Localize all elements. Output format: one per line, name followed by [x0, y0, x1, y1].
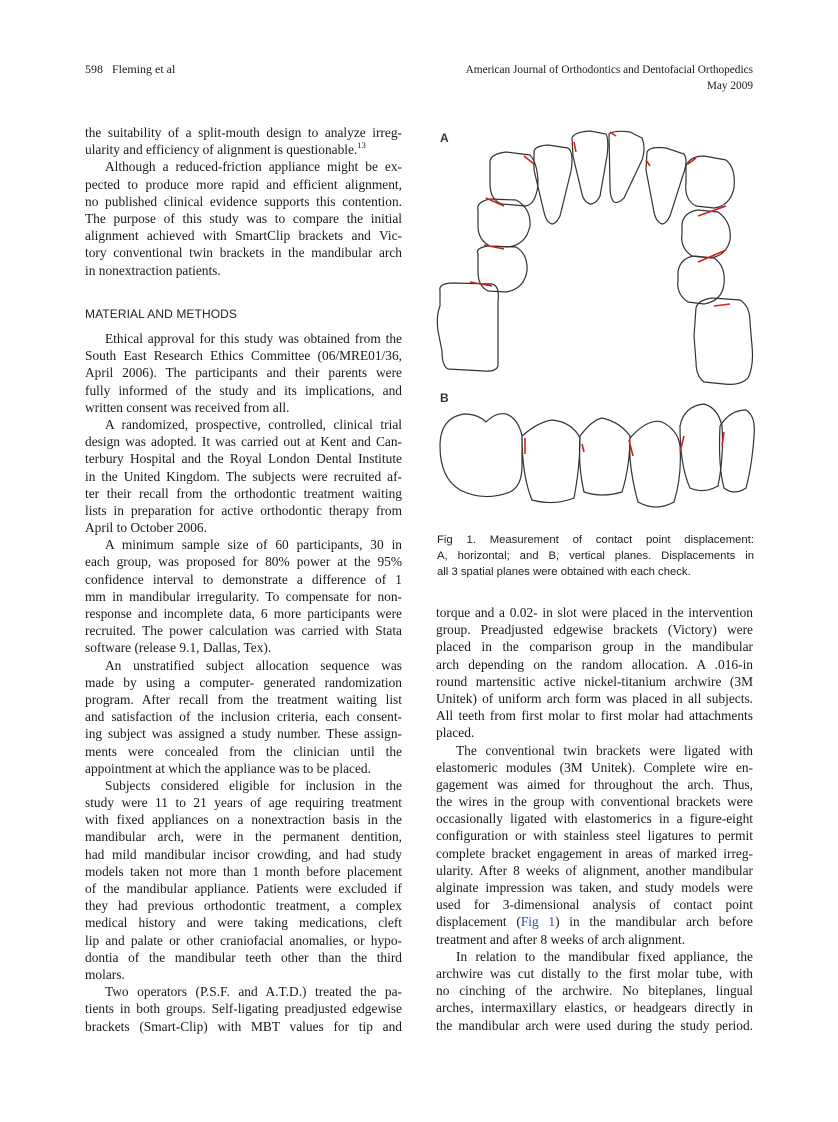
text-line: program. After recall from the treatment waiting list: [85, 691, 402, 707]
issue-date: May 2009: [706, 80, 753, 92]
paragraph: [436, 948, 753, 1034]
tooth-b-lateral-incisor: [680, 404, 723, 491]
text-line: occasionally ligated with elastomerics in a figure-eight: [436, 811, 753, 827]
text-line: ter their recall from the orthodontic treatment waiting: [85, 485, 402, 501]
text-line: A minimum sample size of 60 participants, 30 in: [105, 537, 402, 553]
contact-displacement-arrows-horizontal: [470, 132, 730, 306]
text-line: software (release 9.1, Dallas, Tex).: [85, 640, 272, 656]
text-line: in the United Kingdom. The subjects were recruited af-: [85, 468, 402, 484]
text-line: archwire was cut distally to the first molar tube, with: [436, 965, 753, 981]
panel-b-label: B: [440, 391, 449, 405]
panel-b-teeth: [440, 404, 754, 507]
journal-title: American Journal of Orthodontics and Dentofacial Orthopedics: [465, 64, 753, 76]
tooth-left-canine: [490, 152, 538, 206]
tooth-b-premolar-2: [522, 420, 580, 503]
text-line: pected to produce more rapid and efficient alignment,: [85, 176, 402, 192]
panel-a-arch: [437, 131, 752, 384]
running-header-left: [85, 62, 175, 77]
text-line: no cinching of the archwire. No biteplanes, lingual: [436, 983, 753, 999]
text-line: medical history and were taking medications, cleft: [85, 915, 402, 931]
tooth-b-premolar-1: [580, 418, 631, 495]
section-heading: MATERIAL AND METHODS: [85, 307, 238, 321]
text-line: complete bracket engagement in areas of marked irreg-: [436, 845, 753, 861]
text-line: appointment at which the appliance was to be placed.: [85, 760, 371, 776]
paragraph: [85, 330, 402, 416]
tooth-left-molar: [437, 283, 498, 371]
text-line: configuration or with stainless steel ligatures to permit: [436, 828, 753, 844]
tooth-left-central-incisor: [572, 131, 608, 204]
text-line: in nonextraction patients.: [85, 262, 221, 278]
figure-1-tooth-diagram: [434, 126, 758, 518]
text-line: with fixed appliances on a nonextraction basis in the: [85, 812, 402, 828]
contact-displacement-arrows-vertical: [525, 432, 724, 456]
panel-a-label: A: [440, 131, 449, 145]
intro-text: [85, 124, 402, 279]
text-line: mm in mandibular irregularity. To compensate for non-: [85, 588, 402, 604]
text-line: fully informed of the study and its implications, and: [85, 382, 402, 398]
text-line: Unitek) of uniform arch form was placed in all subjects.: [436, 690, 753, 706]
text-line: lip and palate or other craniofacial anomalies, or hypo-: [85, 932, 402, 948]
text-line: Subjects considered eligible for inclusion in the: [105, 777, 402, 793]
text-line: alginate impression was taken, and study models were: [436, 880, 753, 895]
text-line: In relation to the mandibular fixed appliance, the: [456, 948, 753, 964]
text-line: each group, was proposed for 80% power at the 95%: [85, 554, 402, 570]
text-line: placed in the comparison group in the mandibular: [436, 639, 753, 655]
reference-superscript[interactable]: 13: [357, 140, 366, 151]
tooth-b-canine: [630, 421, 681, 507]
caption-line: A, horizontal; and B, vertical planes. Displacements in: [437, 550, 754, 562]
text-line: Ethical approval for this study was obtained from the: [105, 331, 402, 346]
text-line: [85, 141, 402, 158]
text-line: ing subject was assigned a study number. These assign-: [85, 726, 402, 742]
text-line: April to October 2006.: [85, 520, 207, 536]
paragraph: [85, 536, 402, 656]
text-line: April 2006). The participants and their parents were: [85, 365, 402, 381]
text-line: recruited. The power calculation was carried with Stata: [85, 623, 402, 639]
text-line: terbury Hospital and the Royal London Dental Institute: [85, 451, 402, 467]
text-line: molars.: [85, 966, 125, 982]
caption-line: Fig 1. Measurement of contact point displacement:: [437, 534, 754, 546]
paragraph: [85, 777, 402, 983]
text: ularity and efficiency of alignment is questionable.: [85, 142, 358, 158]
paragraph: [85, 416, 402, 536]
tooth-right-canine: [686, 156, 735, 208]
tooth-left-lateral-incisor: [534, 145, 572, 224]
text-line: made by using a computer- generated randomization: [85, 674, 402, 690]
text-line: models taken not more than 1 month before placement: [85, 863, 402, 879]
tooth-right-central-incisor: [609, 131, 644, 202]
text-line: they had previous orthodontic treatment, a complex: [85, 898, 402, 914]
text-line: ularity. After 8 weeks of alignment, another mandibular: [436, 862, 753, 878]
text-line: Although a reduced-friction appliance might be ex-: [105, 159, 402, 175]
caption-line: all 3 spatial planes were obtained with each check.: [437, 566, 691, 578]
text-line: the wires in the group with conventional brackets were: [436, 794, 753, 810]
text-line: gagement was aimed for throughout the arch. Thus,: [436, 776, 753, 792]
text-line: lists in preparation for active orthodontic therapy from: [85, 502, 402, 518]
text: ) in the mandibular arch before: [555, 914, 754, 930]
page-number: 598: [85, 62, 103, 76]
text-line: the suitability of a split-mouth design to analyze irreg-: [85, 125, 402, 140]
text-line: South East Research Ethics Committee (06/MRE01/36,: [85, 348, 402, 364]
text-line: Two operators (P.S.F. and A.T.D.) treated the pa-: [105, 984, 402, 1000]
text-line: The purpose of this study was to compare the initial: [85, 210, 402, 226]
figure-link[interactable]: Fig 1: [520, 914, 556, 930]
text-line: All teeth from first molar to first molar had attachments: [436, 708, 753, 724]
text-line: ments were concealed from the clinician until the: [85, 743, 402, 759]
paragraph: [85, 657, 402, 777]
text-line: confidence interval to demonstrate a difference of 1: [85, 571, 402, 587]
text-line: [436, 913, 753, 930]
text-line: response and incomplete data, 6 more participants were: [85, 606, 402, 621]
text-line: and satisfaction of the inclusion criteria, each consent-: [85, 709, 402, 725]
text-line: design was adopted. It was carried out at Kent and Can-: [85, 434, 402, 450]
text-line: study were 11 to 21 years of age requiring treatment: [85, 795, 402, 811]
text-line: tients in both groups. Self-ligating preadjusted edgewise: [85, 1001, 402, 1017]
text-line: mandibular arch, were in the permanent dentition,: [85, 829, 402, 845]
text-line: round martensitic active nickel-titanium archwire (3M: [436, 673, 753, 689]
text-line: group. Preadjusted edgewise brackets (Victory) were: [436, 622, 753, 638]
text-line: elastomeric modules (3M Unitek). Complete wire en-: [436, 759, 753, 775]
text-line: the mandibular arch were used during the study period.: [436, 1017, 753, 1033]
figure-caption: [437, 532, 754, 580]
text-line: placed.: [436, 725, 475, 741]
text-line: dontia of the mandibular teeth other than the third: [85, 949, 402, 965]
running-authors: Fleming et al: [112, 62, 176, 76]
text-line: brackets (Smart-Clip) with MBT values for tip and: [85, 1018, 402, 1034]
text-line: tory conventional twin brackets in the mandibular arch: [85, 245, 402, 261]
tooth-b-central-incisor: [720, 410, 755, 492]
text-line: arch depending on the random allocation. A .016-in: [436, 656, 753, 672]
paragraph: [436, 604, 753, 742]
text-line: no published clinical evidence supports this contention.: [85, 193, 402, 209]
text-line: An unstratified subject allocation sequence was: [105, 657, 402, 673]
tooth-right-molar: [694, 298, 753, 384]
methods-text: [85, 330, 402, 1035]
paragraph: [85, 983, 402, 1035]
text-line: of the mandibular appliance. Patients were excluded if: [85, 881, 402, 896]
text-line: used for 3-dimensional analysis of contact point: [436, 897, 753, 913]
right-column-text: [436, 604, 753, 1034]
text-line: A randomized, prospective, controlled, clinical trial: [105, 416, 402, 432]
text-line: written consent was received from all.: [85, 399, 290, 415]
text-line: torque and a 0.02- in slot were placed in the intervention: [436, 605, 753, 620]
paragraph: [85, 124, 402, 158]
text-line: alignment achieved with SmartClip brackets and Vic-: [85, 228, 402, 244]
paragraph: [436, 742, 753, 948]
tooth-right-premolar-2: [678, 256, 725, 304]
text-line: treatment and after 8 weeks of arch alignment.: [436, 931, 686, 947]
tooth-right-lateral-incisor: [646, 148, 686, 225]
paragraph: [85, 158, 402, 278]
text-line: had mild mandibular incisor crowding, and had study: [85, 846, 402, 862]
tooth-b-molar: [440, 414, 522, 497]
text: displacement (: [436, 914, 521, 930]
text-line: arches, intermaxillary elastics, or headgears directly in: [436, 1000, 753, 1016]
running-header-right: [466, 62, 753, 94]
text-line: The conventional twin brackets were ligated with: [456, 742, 753, 758]
